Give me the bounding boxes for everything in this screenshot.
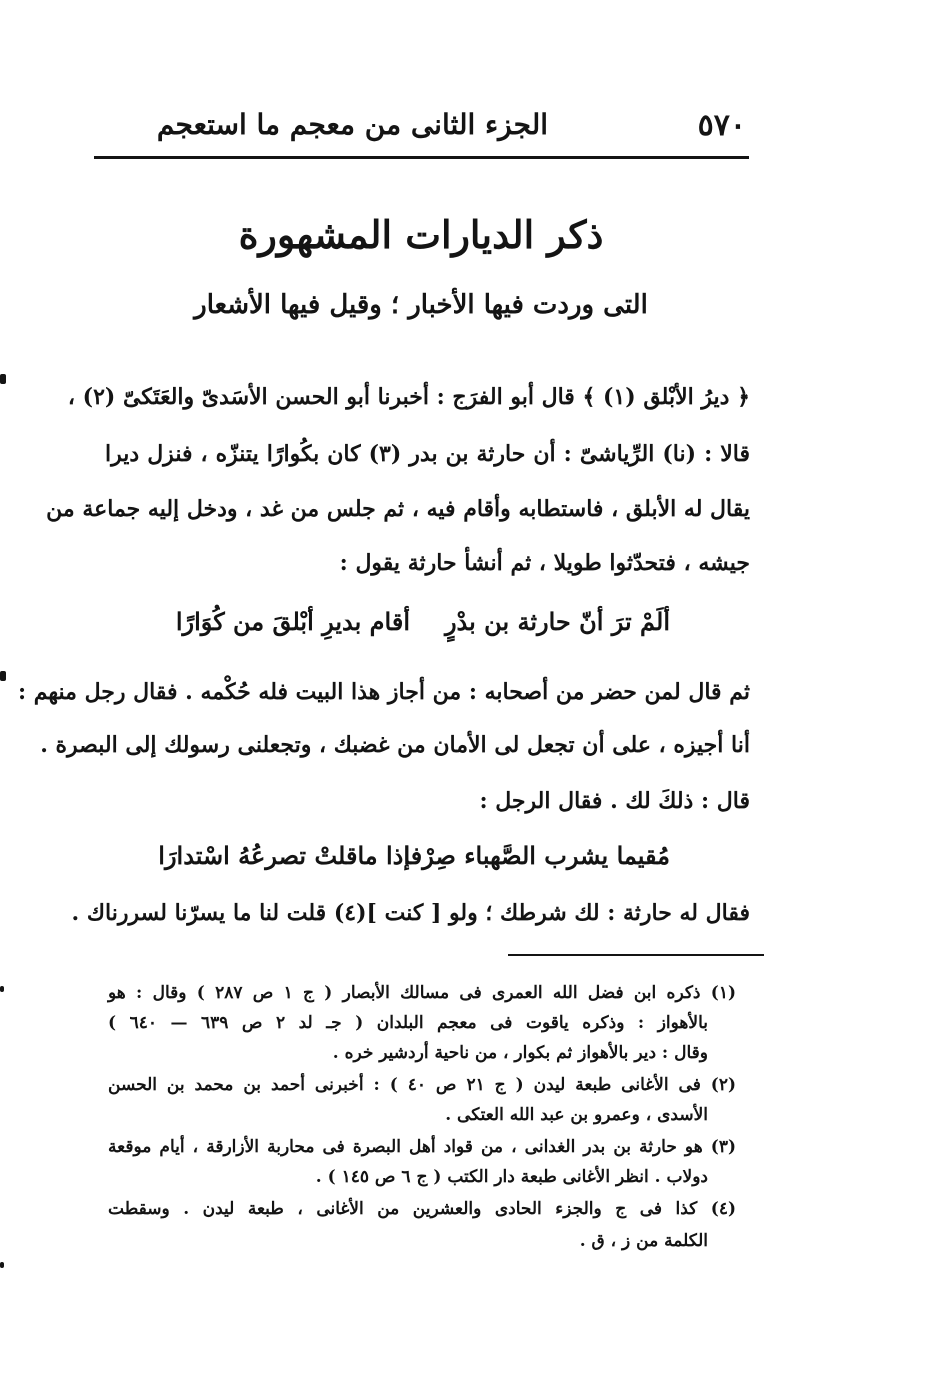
verse-second-hemistich: أقام بديرِ أبْلقَ من كُوَارًا: [175, 607, 410, 636]
header-rule: [94, 156, 749, 159]
section-title: ذكر الديارات المشهورة: [238, 212, 604, 257]
footnote-rule: [508, 954, 764, 956]
page-number: ٥٧٠: [697, 108, 746, 143]
footnote-line: وقال : دير بالأهواز ثم بكوار ، من ناحية أردشير خره .: [332, 1043, 708, 1063]
verse-first-hemistich: ألَمْ ترَ أنّ حارثة بن بدْرٍ: [444, 607, 670, 636]
body-line: ﴿ ديرُ الأبْلق (١) ﴾ قال أبو الفرَج : أخبرنا أبو الحسن الأسَدىّ والعَتَكىّ (٢) ،: [67, 384, 750, 410]
page-header: [94, 108, 748, 148]
footnote-line: (١) ذكره ابن فضل الله العمرى فى مسالك الأبصار ( ج ١ ص ٢٨٧ ) وقال : هو: [108, 983, 737, 1003]
footnote-line: الكلمة من ز ، ق .: [579, 1231, 708, 1251]
body-line: يقال له الأبلق ، فاستطابه وأقام فيه ، ثم جلس من غد ، ودخل إليه جماعة من: [46, 496, 750, 522]
margin-mark: [0, 986, 4, 992]
footnote-line: (٤) كذا فى ج والجزء الحادى والعشرين من الأغانى ، طبعة ليدن . وسقطت: [108, 1199, 736, 1219]
footnote-line: (٣) هو حارثة بن بدر الغدانى ، من قواد أهل البصرة فى محاربة الأزارقة ، أيام موقعة: [108, 1137, 736, 1157]
margin-mark: [0, 671, 6, 681]
footnote-line: بالأهواز : وذكره ياقوت فى معجم البلدان ( جـ لد ٢ ص ٦٣٩ — ٦٤٠ ): [108, 1013, 708, 1033]
body-line: ثم قال لمن حضر من أصحابه : من أجاز هذا البيت فله حُكْمه . فقال رجل منهم :: [17, 679, 750, 705]
section-subtitle: التى وردت فيها الأخبار ؛ وقيل فيها الأشعار: [194, 290, 648, 320]
margin-mark: [0, 374, 6, 384]
body-line: فقال له حارثة : لك شرطك ؛ ولو [ كنت ](٤) قلت لنا ما يسرّنا لسررناك .: [71, 900, 750, 926]
body-line: جيشه ، فتحدّثوا طويلا ، ثم أنشأ حارثة يقول :: [339, 550, 750, 576]
body-line: قال : ذلكَ لك . فقال الرجل :: [479, 788, 750, 814]
verse-second-hemistich: إذا ماقلتْ تصرعُهُ اسْتدارَا: [158, 841, 410, 870]
body-line: قالا : (نا) الرِّياشىّ : أن حارثة بن بدر (٣) كان بكُوارًا يتنزّه ، فنزل ديرا: [105, 441, 750, 467]
running-title: الجزء الثانى من معجم ما استعجم: [156, 108, 548, 141]
body-line: أنا أجيزه ، على أن تجعل لى الأمان من غضبك ، وتجعلنى رسولك إلى البصرة .: [40, 732, 750, 758]
footnote-line: الأسدى ، وعمرو بن عبد الله العتكى .: [445, 1105, 708, 1125]
verse-first-hemistich: مُقيما يشرب الصَّهباء صِرْفا: [403, 841, 670, 870]
margin-mark: [0, 1262, 4, 1268]
footnote-line: دولاب . انظر الأغانى طبعة دار الكتب ( ج ٦ ص ١٤٥ ) .: [315, 1167, 708, 1187]
footnote-line: (٢) فى الأغانى طبعة ليدن ( ج ٢١ ص ٤٠ ) : أخبرنى أحمد بن محمد بن الحسن: [108, 1075, 737, 1095]
